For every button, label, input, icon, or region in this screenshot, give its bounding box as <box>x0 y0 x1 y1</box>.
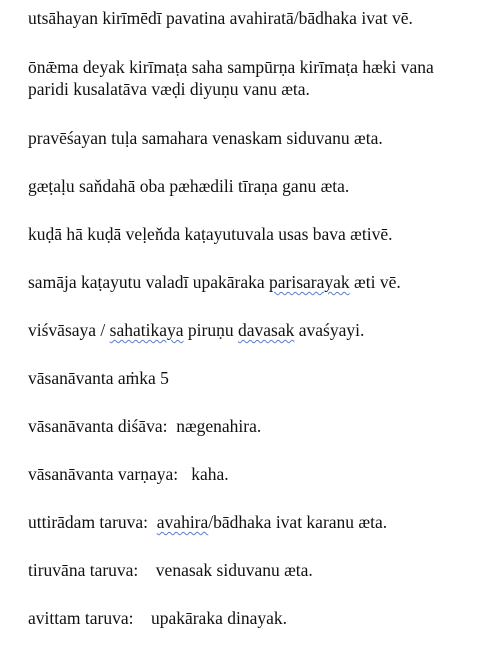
paragraph-7-tail: avaśyayi. <box>294 320 365 340</box>
document-body <box>28 7 478 655</box>
paragraph-2: ōnǣma deyak kirīmaṭa saha sampūrṇa kirīmaṭa hæki vana paridi kusalatāva væḍi diyuṇu vanu æta. <box>28 57 434 99</box>
paragraph-4: gæṭaḷu saňdahā oba pæhædili tīraṇa ganu æta. <box>28 176 350 196</box>
paragraph-3: pravēśayan tuḷa samahara venaskam siduvanu æta. <box>28 128 383 148</box>
paragraph-8: vāsanāvanta aṁka 5 <box>28 368 169 388</box>
spellcheck-flagged-word[interactable]: davasak <box>237 320 295 340</box>
paragraph-11-tail: /bādhaka ivat karanu æta. <box>208 512 388 532</box>
paragraph-10: vāsanāvanta varṇaya: kaha. <box>28 464 229 484</box>
paragraph-6-tail: æti vē. <box>349 272 401 292</box>
paragraph-9: vāsanāvanta diśāva: nægenahira. <box>28 416 262 436</box>
paragraph-7-mid: piruṇu <box>183 320 238 340</box>
paragraph-12: tiruvāna taruva: venasak siduvanu æta. <box>28 560 313 580</box>
paragraph-7 <box>28 319 478 341</box>
paragraph-5: kuḍā hā kuḍā veḷeňda kaṭayutuvala usas bava ætivē. <box>28 224 393 244</box>
paragraph-11 <box>28 511 478 533</box>
paragraph-6 <box>28 271 478 293</box>
paragraph-1: utsāhayan kirīmēdī pavatina avahiratā/bādhaka ivat vē. <box>28 8 413 28</box>
paragraph-11-text: uttirādam taruva: <box>28 512 157 532</box>
paragraph-13: avittam taruva: upakāraka dinayak. <box>28 608 287 628</box>
spellcheck-flagged-word[interactable]: avahira <box>156 512 209 532</box>
paragraph-6-text: samāja kaṭayutu valadī upakāraka <box>28 272 270 292</box>
paragraph-7-text: viśvāsaya / <box>28 320 110 340</box>
spellcheck-flagged-word[interactable]: sahatikaya <box>109 320 184 340</box>
spellcheck-flagged-word[interactable]: parisarayak <box>269 272 350 292</box>
